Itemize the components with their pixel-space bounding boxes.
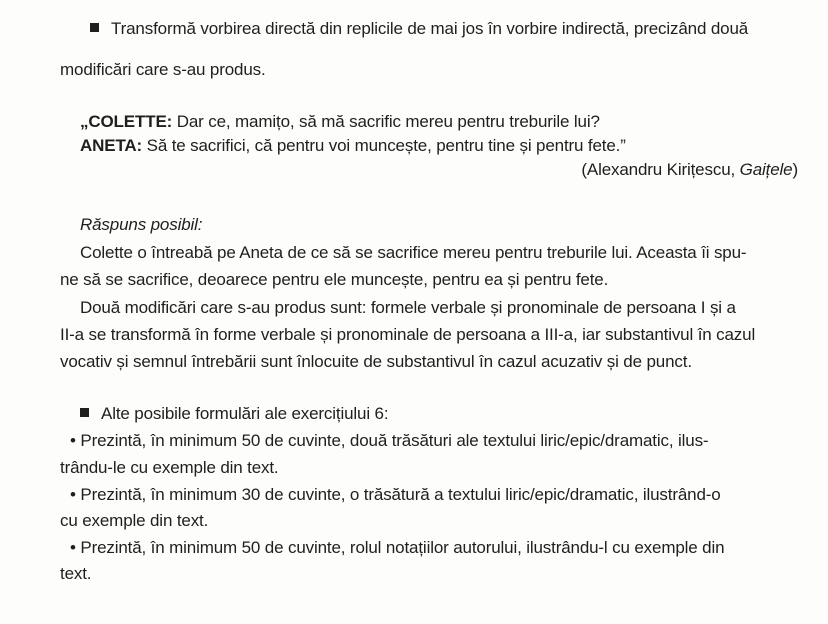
alt-b1-line-1: • Prezintă, în minimum 50 de cuvinte, două trăsături ale textului liric/epic/dramatic, ilus-	[70, 431, 709, 450]
alternatives-heading: Alte posibile formulări ale exercițiului 6:	[101, 404, 389, 423]
alt-b3-line-1: • Prezintă, în minimum 50 de cuvinte, rolul notațiilor autorului, ilustrându-l cu exemple din	[70, 538, 725, 557]
source-author: (Alexandru Kirițescu,	[581, 160, 740, 179]
source-close: )	[792, 160, 798, 179]
answer-p1-line-1: Colette o întreabă pe Aneta de ce să se sacrifice mereu pentru treburile lui. Aceasta îi spu-	[80, 243, 747, 262]
answer-p1-line-2: ne să se sacrifice, deoarece pentru ele muncește, pentru ea și pentru fete.	[60, 270, 609, 289]
answer-p2-line-1: Două modificări care s-au produs sunt: formele verbale și pronominale de persoana I și a	[80, 298, 736, 317]
colette-line: Dar ce, mamițo, să mă sacrific mereu pentru treburile lui?	[172, 112, 600, 131]
alt-b2-line-1: • Prezintă, în minimum 30 de cuvinte, o trăsătură a textului liric/epic/dramatic, ilustrând-o	[70, 485, 721, 504]
alt-b2-line-2: cu exemple din text.	[60, 511, 209, 530]
task-text-1: Transformă vorbirea directă din replicile de mai jos în vorbire indirectă, precizând două	[111, 19, 749, 38]
dialogue-line-1	[80, 112, 600, 132]
speaker-colette: „COLETTE:	[80, 112, 173, 131]
answer-p2-line-2: II-a se transformă în forme verbale și pronominale de persoana a III-a, iar substantivul în cazul	[60, 325, 756, 344]
source-title: Gaițele	[739, 160, 793, 179]
task-line-1	[90, 19, 748, 39]
task-line-2: modificări care s-au produs.	[60, 60, 266, 79]
answer-p2-line-3: vocativ și semnul întrebării sunt înlocuite de substantivul în cazul acuzativ și de punct.	[60, 352, 692, 371]
dialogue-line-2	[80, 136, 626, 156]
dialogue-source	[581, 160, 798, 180]
square-bullet-icon	[80, 408, 89, 417]
alt-b1-line-2: trându-le cu exemple din text.	[60, 458, 279, 477]
alternatives-heading-line	[80, 404, 388, 424]
alt-b3-line-2: text.	[60, 564, 92, 583]
aneta-line: Să te sacrifici, că pentru voi muncește, pentru tine și pentru fete.”	[142, 136, 626, 155]
square-bullet-icon	[90, 23, 99, 32]
speaker-aneta: ANETA:	[80, 136, 143, 155]
answer-heading: Răspuns posibil:	[80, 215, 203, 234]
